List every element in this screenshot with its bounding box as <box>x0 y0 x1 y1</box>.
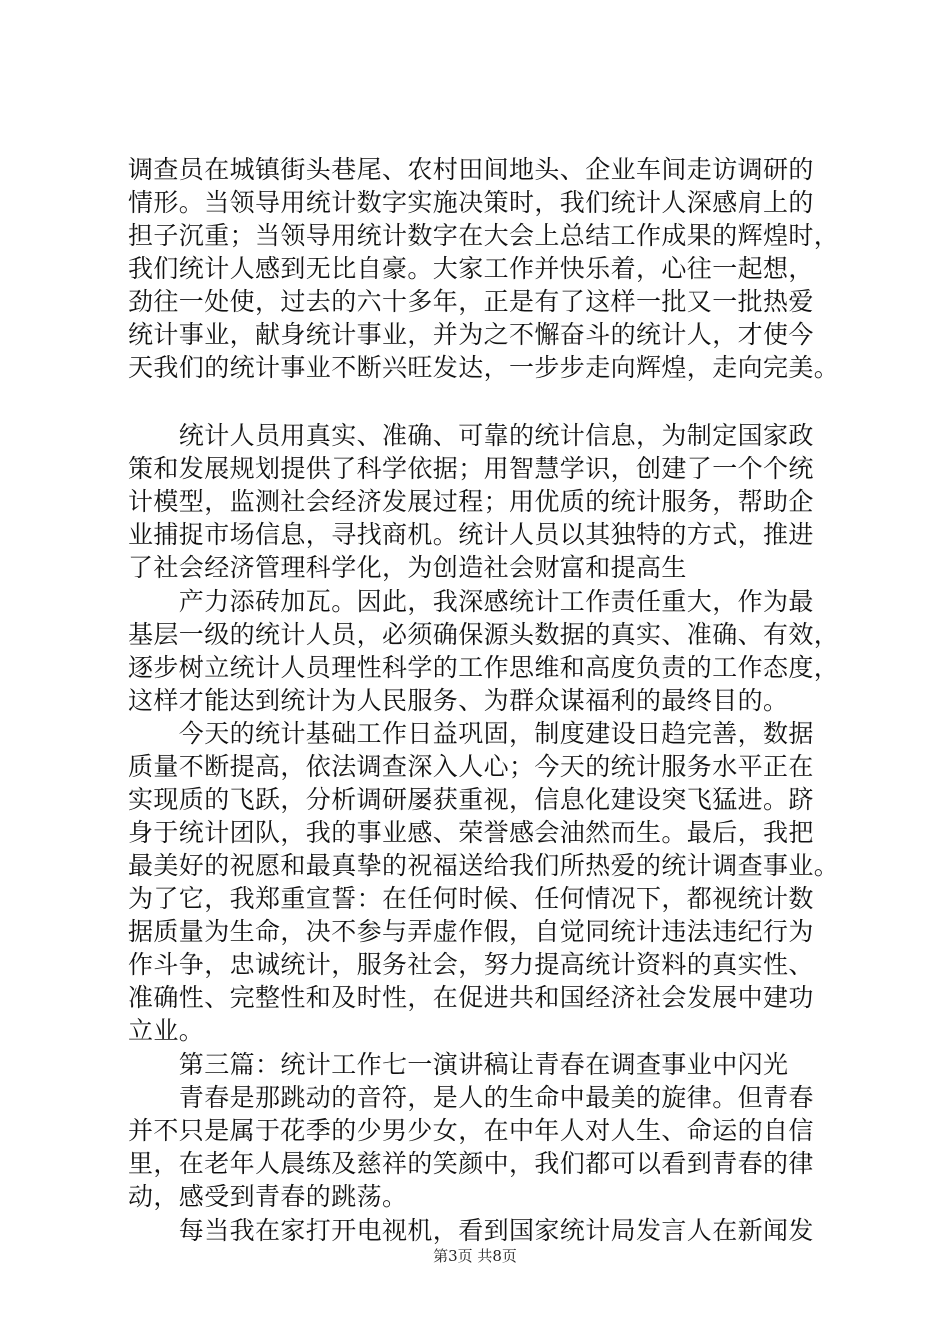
text-line: 身于统计团队，我的事业感、荣誉感会油然而生。最后，我把 <box>128 818 814 847</box>
text-line: 统计事业，献身统计事业，并为之不懈奋斗的统计人，才使今 <box>128 320 814 349</box>
text-line: 计模型，监测社会经济发展过程；用优质的统计服务，帮助企 <box>128 487 814 516</box>
text-line: 产力添砖加瓦。因此，我深感统计工作责任重大，作为最 <box>128 587 814 616</box>
text-line: 调查员在城镇街头巷尾、农村田间地头、企业车间走访调研的 <box>128 155 814 184</box>
text-line: 第三篇：统计工作七一演讲稿让青春在调查事业中闪光 <box>128 1050 789 1079</box>
text-line: 天我们的统计事业不断兴旺发达，一步步走向辉煌，走向完美。 <box>128 353 840 382</box>
text-line: 业捕捉市场信息，寻找商机。统计人员以其独特的方式，推进 <box>128 520 814 549</box>
text-line: 最美好的祝愿和最真挚的祝福送给我们所热爱的统计调查事业。 <box>128 851 840 880</box>
text-line: 我们统计人感到无比自豪。大家工作并快乐着，心往一起想， <box>128 254 814 283</box>
text-line: 准确性、完整性和及时性，在促进共和国经济社会发展中建功 <box>128 983 814 1012</box>
text-line: 并不只是属于花季的少男少女，在中年人对人生、命运的自信 <box>128 1116 814 1145</box>
text-line: 担子沉重；当领导用统计数字在大会上总结工作成果的辉煌时， <box>128 221 840 250</box>
text-line: 策和发展规划提供了科学依据；用智慧学识，创建了一个个统 <box>128 454 814 483</box>
text-line: 逐步树立统计人员理性科学的工作思维和高度负责的工作态度， <box>128 653 840 682</box>
text-line: 情形。当领导用统计数字实施决策时，我们统计人深感肩上的 <box>128 188 814 217</box>
text-line: 动，感受到青春的跳荡。 <box>128 1182 408 1211</box>
text-line: 每当我在家打开电视机，看到国家统计局发言人在新闻发 <box>128 1216 814 1245</box>
text-line: 质量不断提高，依法调查深入人心；今天的统计服务水平正在 <box>128 752 814 781</box>
text-line: 劲往一处使，过去的六十多年，正是有了这样一批又一批热爱 <box>128 287 814 316</box>
text-line: 这样才能达到统计为人民服务、为群众谋福利的最终目的。 <box>128 686 789 715</box>
text-line: 了社会经济管理科学化，为创造社会财富和提高生 <box>128 553 687 582</box>
text-line: 统计人员用真实、准确、可靠的统计信息，为制定国家政 <box>128 421 814 450</box>
text-line: 里，在老年人晨练及慈祥的笑颜中，我们都可以看到青春的律 <box>128 1149 814 1178</box>
text-line: 青春是那跳动的音符，是人的生命中最美的旋律。但青春 <box>128 1083 814 1112</box>
text-line: 立业。 <box>128 1016 205 1045</box>
text-line: 今天的统计基础工作日益巩固，制度建设日趋完善，数据 <box>128 719 814 748</box>
text-line: 据质量为生命，决不参与弄虚作假，自觉同统计违法违纪行为 <box>128 917 814 946</box>
text-line: 实现质的飞跃，分析调研屡获重视，信息化建设突飞猛进。跻 <box>128 785 814 814</box>
text-line: 为了它，我郑重宣誓：在任何时候、任何情况下，都视统计数 <box>128 884 814 913</box>
text-line: 基层一级的统计人员，必须确保源头数据的真实、准确、有效， <box>128 620 840 649</box>
text-line: 作斗争，忠诚统计，服务社会，努力提高统计资料的真实性、 <box>128 950 814 979</box>
page-footer: 第3页 共8页 <box>433 1247 517 1265</box>
